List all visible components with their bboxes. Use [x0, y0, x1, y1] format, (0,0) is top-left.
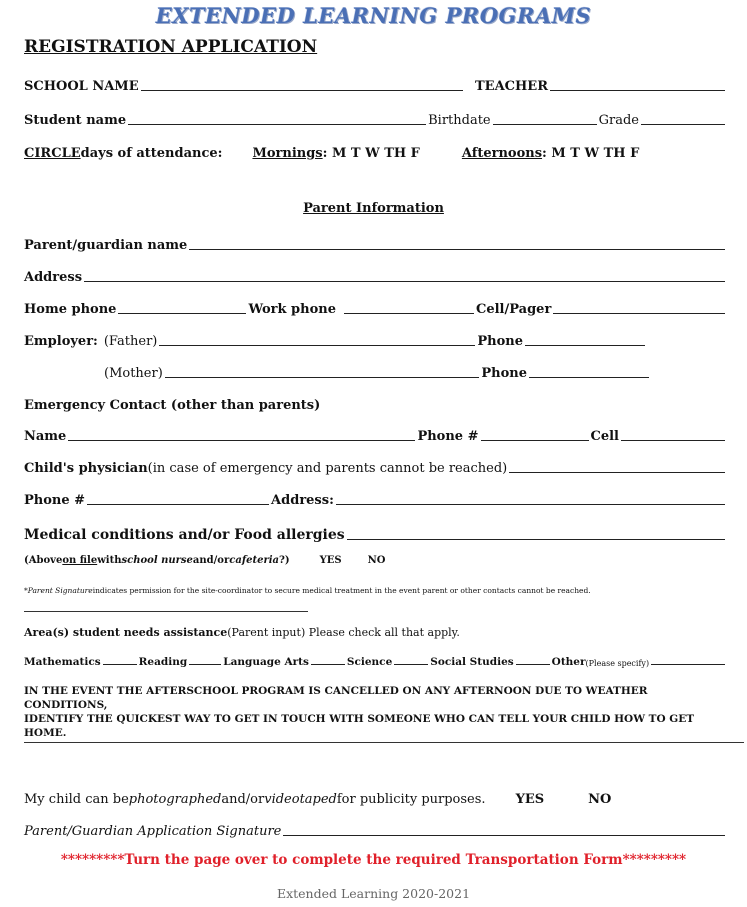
permission-italic: *Parent Signature [24, 586, 93, 595]
school-row [24, 79, 727, 94]
physician-note: (in case of emergency and parents cannot be reached) [147, 461, 508, 476]
afternoons-label: Afternoons [461, 146, 543, 161]
teacher-label: TEACHER [474, 79, 548, 94]
weather-contact-line[interactable] [24, 742, 744, 743]
employer-mother-row [104, 366, 651, 381]
media-videotaped: videotaped [264, 792, 337, 807]
emergency-row [24, 429, 727, 444]
subject-reading: Reading [138, 656, 188, 668]
teacher-field[interactable] [550, 90, 725, 91]
home-phone-field[interactable] [118, 313, 246, 314]
emergency-name-field[interactable] [68, 440, 415, 441]
student-name-field[interactable] [128, 124, 426, 125]
signature-row [24, 824, 727, 839]
subject-mathematics: Mathematics [24, 656, 101, 668]
subject-social-studies: Social Studies [430, 656, 514, 668]
signature-field[interactable] [283, 835, 725, 836]
andor-text: and/or [192, 555, 230, 566]
footer-text: Extended Learning 2020-2021 [276, 886, 471, 901]
mornings-label: Mornings [252, 146, 323, 161]
media-no[interactable]: NO [588, 792, 612, 807]
mother-phone-label: Phone [481, 366, 527, 381]
assistance-note: (Parent input) Please check all that apply. [227, 626, 460, 639]
reading-check[interactable] [189, 664, 221, 665]
father-label: (Father) [103, 334, 158, 349]
physician-contact-row [24, 493, 727, 508]
assistance-row [24, 626, 727, 639]
please-specify: (Please specify) [585, 659, 650, 668]
mornings-days[interactable]: : M T W TH F [322, 146, 420, 161]
cell-pager-field[interactable] [553, 313, 725, 314]
other-field[interactable] [651, 664, 725, 665]
mother-employer-field[interactable] [165, 377, 480, 378]
physician-field[interactable] [509, 472, 725, 473]
on-file-row [24, 555, 727, 566]
address-row [24, 270, 727, 285]
medical-label: Medical conditions and/or Food allergies [24, 527, 345, 543]
media-row [24, 792, 727, 807]
mother-label: (Mother) [104, 366, 163, 381]
employer-label: Employer: [24, 334, 98, 349]
parent-info-heading: Parent Information [303, 201, 444, 216]
physician-label: Child's physician [24, 461, 148, 476]
employer-father-row [24, 334, 647, 349]
media-andor: and/or [221, 792, 265, 807]
attendance-label: days of attendance: [80, 146, 223, 161]
subject-language-arts: Language Arts [223, 656, 309, 668]
medical-row [24, 527, 727, 543]
emergency-name-label: Name [24, 429, 67, 444]
circle-label: CIRCLE [24, 146, 81, 161]
subject-science: Science [346, 656, 393, 668]
physician-phone-field[interactable] [87, 504, 269, 505]
signature-label: Parent/Guardian Application Signature [24, 824, 282, 839]
student-name-label: Student name [24, 113, 127, 128]
media-pre: My child can be [24, 792, 129, 807]
mother-phone-field[interactable] [529, 377, 649, 378]
address-label: Address [24, 270, 83, 285]
form-title: REGISTRATION APPLICATION [24, 37, 318, 57]
father-phone-label: Phone [477, 334, 523, 349]
media-yes[interactable]: YES [515, 792, 545, 807]
weather-line-1: IN THE EVENT THE AFTERSCHOOL PROGRAM IS CANCELLED ON ANY AFTERNOON DUE TO WEATHER CONDITIONS, [24, 685, 648, 711]
school-name-field[interactable] [141, 90, 463, 91]
science-check[interactable] [394, 664, 428, 665]
emergency-phone-field[interactable] [481, 440, 589, 441]
birthdate-field[interactable] [493, 124, 597, 125]
subject-other: Other [551, 656, 586, 668]
medical-field[interactable] [347, 539, 725, 540]
father-employer-field[interactable] [159, 345, 475, 346]
mathematics-check[interactable] [103, 664, 137, 665]
emergency-heading: Emergency Contact (other than parents) [24, 398, 321, 413]
guardian-name-label: Parent/guardian name [24, 238, 188, 253]
weather-notice [24, 684, 729, 740]
work-phone-field[interactable] [344, 313, 474, 314]
above-text: (Above [24, 555, 63, 566]
grade-field[interactable] [641, 124, 725, 125]
cell-pager-label: Cell/Pager [475, 302, 552, 317]
cafeteria-text: cafeteria [229, 555, 280, 566]
on-file-no[interactable]: NO [367, 555, 386, 566]
guardian-name-field[interactable] [189, 249, 725, 250]
physician-phone-label: Phone # [24, 493, 86, 508]
school-nurse-text: school nurse [121, 555, 193, 566]
permission-row [24, 586, 727, 595]
physician-address-field[interactable] [336, 504, 725, 505]
on-file-yes[interactable]: YES [319, 555, 342, 566]
father-phone-field[interactable] [525, 345, 645, 346]
birthdate-label: Birthdate [428, 113, 491, 128]
emergency-cell-label: Cell [590, 429, 619, 444]
emergency-phone-label: Phone # [417, 429, 479, 444]
afternoons-days[interactable]: : M T W TH F [542, 146, 640, 161]
assistance-label: Area(s) student needs assistance [24, 626, 228, 639]
work-phone-label: Work phone [248, 302, 336, 317]
student-row [24, 113, 727, 128]
permission-signature-line[interactable] [24, 611, 308, 612]
permission-text: indicates permission for the site-coordinator to secure medical treatment in the event parent or other contacts cannot be reached. [92, 586, 591, 595]
social-studies-check[interactable] [516, 664, 550, 665]
with-text: with [97, 555, 122, 566]
weather-line-2: IDENTIFY THE QUICKEST WAY TO GET IN TOUCH WITH SOMEONE WHO CAN TELL YOUR CHILD HOW TO GET HOME. [24, 713, 695, 739]
media-post: for publicity purposes. [336, 792, 486, 807]
guardian-row [24, 238, 727, 253]
physician-address-label: Address: [271, 493, 334, 508]
address-field[interactable] [84, 281, 725, 282]
transportation-notice: *********Turn the page over to complete the required Transportation Form********* [60, 852, 687, 868]
program-title: EXTENDED LEARNING PROGRAMS [155, 3, 592, 28]
subjects-row [24, 656, 727, 668]
phones-row [24, 302, 727, 317]
emergency-heading-row [24, 398, 727, 413]
on-file-text: on file [62, 555, 98, 566]
media-photographed: photographed [128, 792, 222, 807]
school-name-label: SCHOOL NAME [24, 79, 139, 94]
home-phone-label: Home phone [24, 302, 117, 317]
grade-label: Grade [598, 113, 639, 128]
physician-row [24, 461, 727, 476]
attendance-row [24, 146, 727, 161]
language-arts-check[interactable] [311, 664, 345, 665]
emergency-cell-field[interactable] [621, 440, 725, 441]
close-paren-text: ?) [279, 555, 290, 566]
